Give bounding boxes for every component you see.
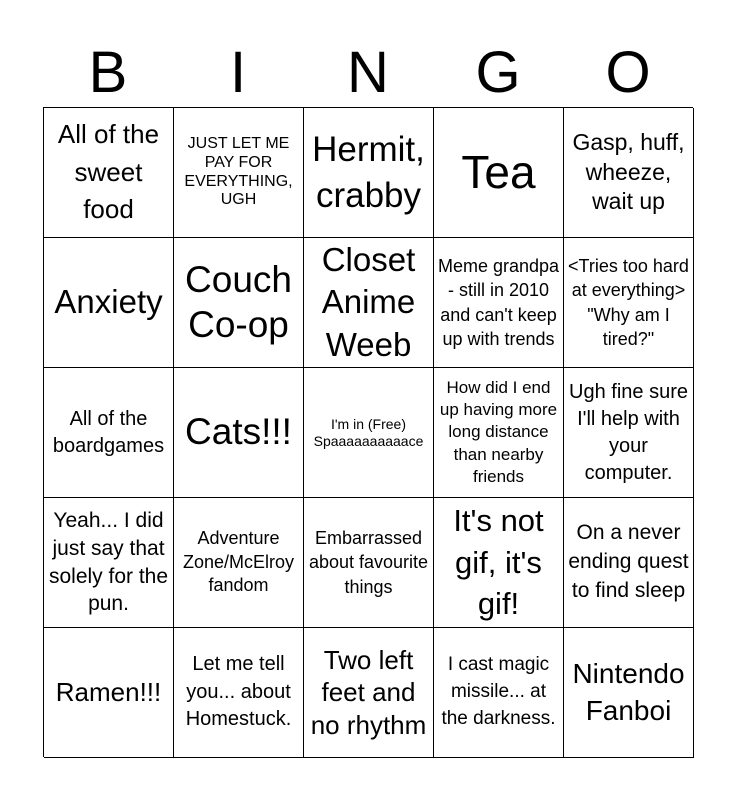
header-letter-o: O xyxy=(605,40,651,105)
bingo-cell[interactable]: It's not gif, it's gif! xyxy=(434,498,564,628)
header-letter-g: G xyxy=(475,40,521,105)
bingo-cell[interactable]: Adventure Zone/McElroy fandom xyxy=(174,498,304,628)
bingo-cell[interactable]: Ugh fine sure I'll help with your computer. xyxy=(564,368,694,498)
bingo-cell[interactable]: Ramen!!! xyxy=(44,628,174,758)
bingo-cell[interactable]: All of the sweet food xyxy=(44,108,174,238)
bingo-cell[interactable]: Meme grandpa - still in 2010 and can't keep up with trends xyxy=(434,238,564,368)
bingo-cell[interactable]: <Tries too hard at everything> "Why am I tired?" xyxy=(564,238,694,368)
bingo-cell[interactable]: Let me tell you... about Homestuck. xyxy=(174,628,304,758)
bingo-cell[interactable]: I cast magic missile... at the darkness. xyxy=(434,628,564,758)
bingo-cell[interactable]: Anxiety xyxy=(44,238,174,368)
bingo-cell[interactable]: Couch Co-op xyxy=(174,238,304,368)
bingo-cell[interactable]: Gasp, huff, wheeze, wait up xyxy=(564,108,694,238)
bingo-cell[interactable]: Nintendo Fanboi xyxy=(564,628,694,758)
bingo-board xyxy=(43,107,693,757)
bingo-cell[interactable]: Yeah... I did just say that solely for the pun. xyxy=(44,498,174,628)
bingo-cell[interactable]: Cats!!! xyxy=(174,368,304,498)
bingo-cell[interactable]: On a never ending quest to find sleep xyxy=(564,498,694,628)
header-letter-i: I xyxy=(229,40,247,105)
header-letter-n: N xyxy=(347,40,389,105)
bingo-cell[interactable]: I'm in (Free) Spaaaaaaaaaace xyxy=(304,368,434,498)
bingo-cell[interactable]: Hermit, crabby xyxy=(304,108,434,238)
bingo-cell[interactable]: Two left feet and no rhythm xyxy=(304,628,434,758)
bingo-cell[interactable]: All of the boardgames xyxy=(44,368,174,498)
bingo-cell[interactable]: Closet Anime Weeb xyxy=(304,238,434,368)
bingo-cell[interactable]: JUST LET ME PAY FOR EVERYTHING, UGH xyxy=(174,108,304,238)
header-letter-b: B xyxy=(88,40,128,105)
bingo-cell[interactable]: Embarrassed about favourite things xyxy=(304,498,434,628)
bingo-header xyxy=(43,40,693,106)
bingo-cell[interactable]: Tea xyxy=(434,108,564,238)
bingo-cell[interactable]: How did I end up having more long distance than nearby friends xyxy=(434,368,564,498)
